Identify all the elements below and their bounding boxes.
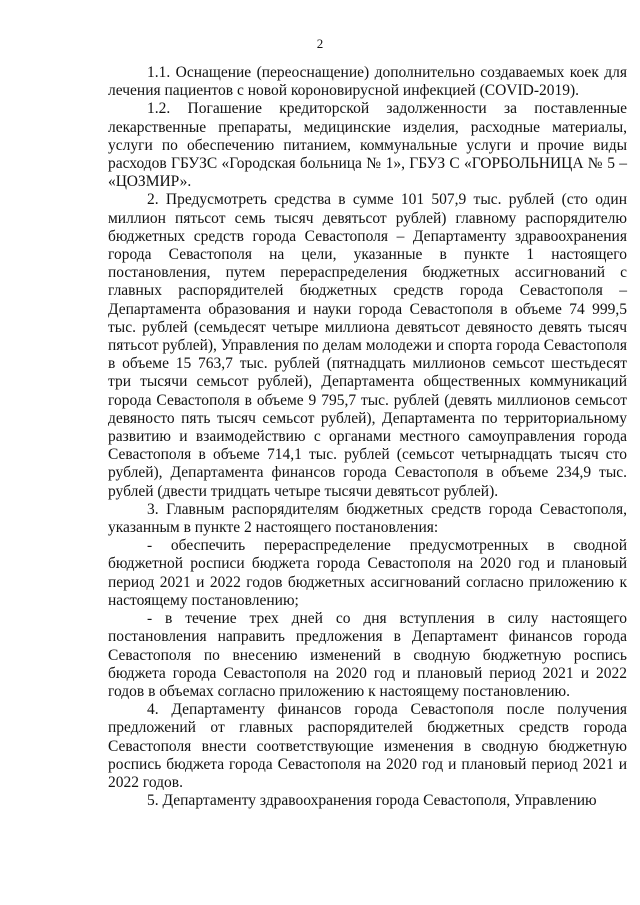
document-body: [108, 64, 627, 810]
paragraph-1-1: 1.1. Оснащение (переоснащение) дополнительно создаваемых коек для лечения пациентов с новой короновирусной инфекцией (COVID-2019).: [108, 64, 627, 100]
paragraph-3-item-2: - в течение трех дней со дня вступления в силу настоящего постановления направить предложения в Департамент финансов города Севастополя по внесению изменений в сводную бюджетную роспись бюджета города Севастополя на 2020 год и плановый период 2021 и 2022 годов в объемах согласно приложению к настоящему постановлению.: [108, 610, 627, 700]
paragraph-1-2: 1.2. Погашение кредиторской задолженности за поставленные лекарственные препараты, медицинские изделия, расходные материалы, услуги по обеспечению питанием, коммунальные услуги и прочие виды расходов ГБУЗС «Городская больница № 1», ГБУЗ С «ГОРБОЛЬНИЦА № 5 – «ЦОЗМИР».: [108, 100, 627, 191]
paragraph-2: 2. Предусмотреть средства в сумме 101 507,9 тыс. рублей (сто один миллион пятьсот семь тысяч девятьсот рублей) главному распорядителю бюджетных средств города Севастополя – Департаменту здравоохранения города Севастополя на цели, указанные в пункте 1 настоящего постановления, путем перераспределения бюджетных ассигнований с главных распорядителей бюджетных средств города Севастополя – Департамента образования и науки города Севастополя в объеме 74 999,5 тыс. рублей (семьдесят четыре миллиона девятьсот девяносто девять тысяч пятьсот рублей), Управления по делам молодежи и спорта города Севастополя в объеме 15 763,7 тыс. рублей (пятнадцать миллионов семьсот шестьдесят три тысячи семьсот рублей), Департамента общественных коммуникаций города Севастополя в объеме 9 795,7 тыс. рублей (девять миллионов семьсот девяносто пять тысяч семьсот рублей), Департамента по территориальному развитию и взаимодействию с органами местного самоуправления города Севастополя в объеме 714,1 тыс. рублей (семьсот четырнадцать тысяч сто рублей), Департамента финансов города Севастополя в объеме 234,9 тыс. рублей (двести тридцать четыре тысячи девятьсот рублей).: [108, 191, 627, 500]
paragraph-3-item-1: - обеспечить перераспределение предусмотренных в сводной бюджетной росписи бюджета города Севастополя на 2020 год и плановый период 2021 и 2022 годов бюджетных ассигнований согласно приложению к настоящему постановлению;: [108, 537, 627, 609]
page-number: 2: [316, 36, 324, 51]
paragraph-4: 4. Департаменту финансов города Севастополя после получения предложений от главных распорядителей бюджетных средств города Севастополя внести соответствующие изменения в сводную бюджетную роспись бюджета города Севастополя на 2020 год и плановый период 2021 и 2022 годов.: [108, 701, 627, 791]
paragraph-5: 5. Департаменту здравоохранения города Севастополя, Управлению: [147, 792, 597, 810]
paragraph-3: 3. Главным распорядителям бюджетных средств города Севастополя, указанным в пункте 2 настоящего постановления:: [108, 500, 627, 537]
